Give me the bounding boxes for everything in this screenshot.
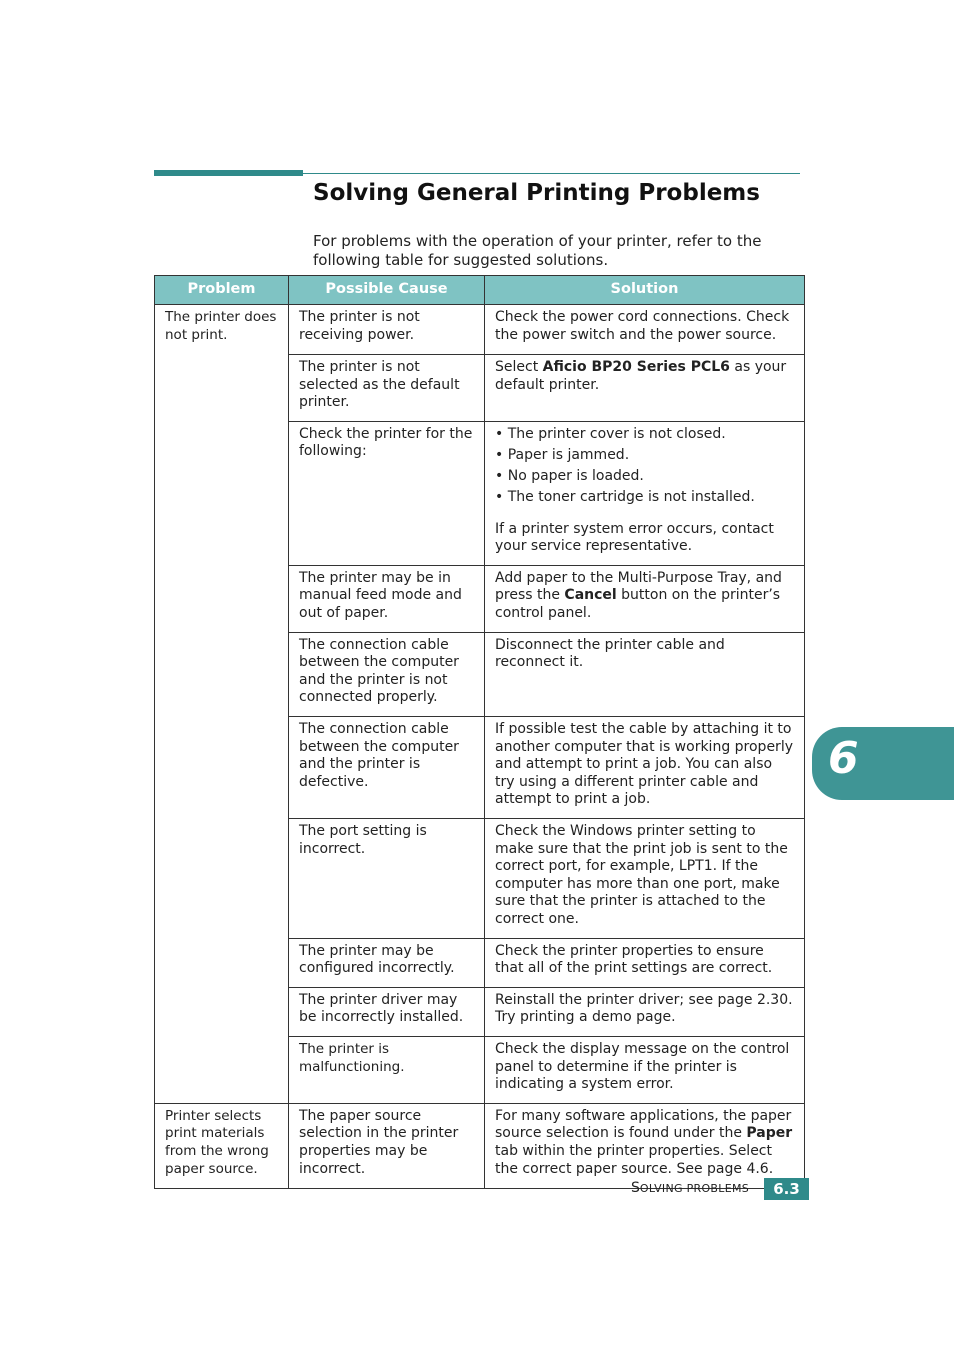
cause-cell: The printer may be configured incorrectly. [289, 938, 485, 987]
solution-note: If a printer system error occurs, contact your service representative. [495, 520, 774, 555]
cause-cell: The printer is not receiving power. [289, 305, 485, 355]
problem-cell: The printer does not print. [155, 305, 289, 1104]
table-row [155, 1103, 805, 1188]
solution-text: Add paper to the Multi-Purpose Tray, and press the [495, 569, 782, 604]
footer-section-initial: S [631, 1180, 640, 1196]
solution-cell: Disconnect the printer cable and reconnect it. [485, 632, 805, 716]
troubleshooting-table [154, 275, 805, 1189]
cause-cell [289, 1036, 485, 1103]
solution-cell [485, 1103, 805, 1188]
solution-cell [485, 565, 805, 632]
cause-text: The printer is malfunctioning. [299, 1040, 405, 1075]
solution-cell [485, 421, 805, 565]
solution-emphasis: Aficio BP20 Series PCL6 [542, 359, 730, 375]
solution-cell: Check the power cord connections. Check the power switch and the power source. [485, 305, 805, 355]
list-item: • The toner cartridge is not installed. [495, 489, 796, 507]
cause-cell: The printer may be in manual feed mode and out of paper. [289, 565, 485, 632]
solution-text: For many software applications, the paper source selection is found under the [495, 1107, 792, 1142]
page-number-badge: 6.3 [764, 1178, 809, 1200]
list-item: • Paper is jammed. [495, 447, 796, 465]
cause-cell: The port setting is incorrect. [289, 819, 485, 939]
solution-text: tab within the printer properties. Select the correct paper source. See page 4.6. [495, 1142, 774, 1177]
list-item: • No paper is loaded. [495, 468, 796, 486]
solution-emphasis: Paper [746, 1125, 793, 1142]
table-header-row [155, 276, 805, 305]
chapter-number: 6 [828, 733, 859, 784]
cause-cell: The printer driver may be incorrectly installed. [289, 987, 485, 1036]
solution-cell: Check the display message on the control panel to determine if the printer is indicating a system error. [485, 1036, 805, 1103]
solution-cell: If possible test the cable by attaching it to another computer that is working properly and attempt to print a job. You can also try using a different printer cable and attempt to print a job. [485, 717, 805, 819]
cause-cell: The connection cable between the computer and the printer is defective. [289, 717, 485, 819]
footer-section-rest: OLVING PROBLEMS [639, 1182, 750, 1195]
solution-cell: Check the Windows printer setting to make sure that the print job is sent to the correct port, for example, LPT1. If the computer has more than one port, make sure that the printer is attached to the correct one. [485, 819, 805, 939]
cause-cell: The paper source selection in the printer properties may be incorrect. [289, 1103, 485, 1188]
solution-cell [485, 355, 805, 422]
solution-text: button on the printer’s control panel. [495, 587, 781, 622]
solution-text: Select [495, 359, 543, 375]
intro-paragraph: For problems with the operation of your printer, refer to the following table for suggested solutions. [313, 232, 762, 269]
chapter-tab [812, 727, 954, 800]
solution-text: as your default printer. [495, 359, 787, 393]
solution-cell: Check the printer properties to ensure that all of the print settings are correct. [485, 938, 805, 987]
cause-cell: The connection cable between the computer and the printer is not connected properly. [289, 632, 485, 716]
list-item: • The printer cover is not closed. [495, 426, 796, 444]
header-possible-cause: Possible Cause [289, 276, 485, 305]
title-rule-thick [154, 170, 303, 176]
title-rule-thin [303, 173, 800, 174]
solution-emphasis: Cancel [564, 587, 617, 604]
cause-cell: The printer is not selected as the default printer. [289, 355, 485, 422]
cause-cell: Check the printer for the following: [289, 421, 485, 565]
header-problem: Problem [155, 276, 289, 305]
solution-cell: Reinstall the printer driver; see page 2.30. Try printing a demo page. [485, 987, 805, 1036]
header-solution: Solution [485, 276, 805, 305]
page-title: Solving General Printing Problems [313, 180, 760, 206]
footer-section-label [631, 1180, 749, 1196]
solution-bullet-list [495, 426, 796, 507]
table-row [155, 305, 805, 355]
problem-cell: Printer selects print materials from the wrong paper source. [155, 1103, 289, 1188]
